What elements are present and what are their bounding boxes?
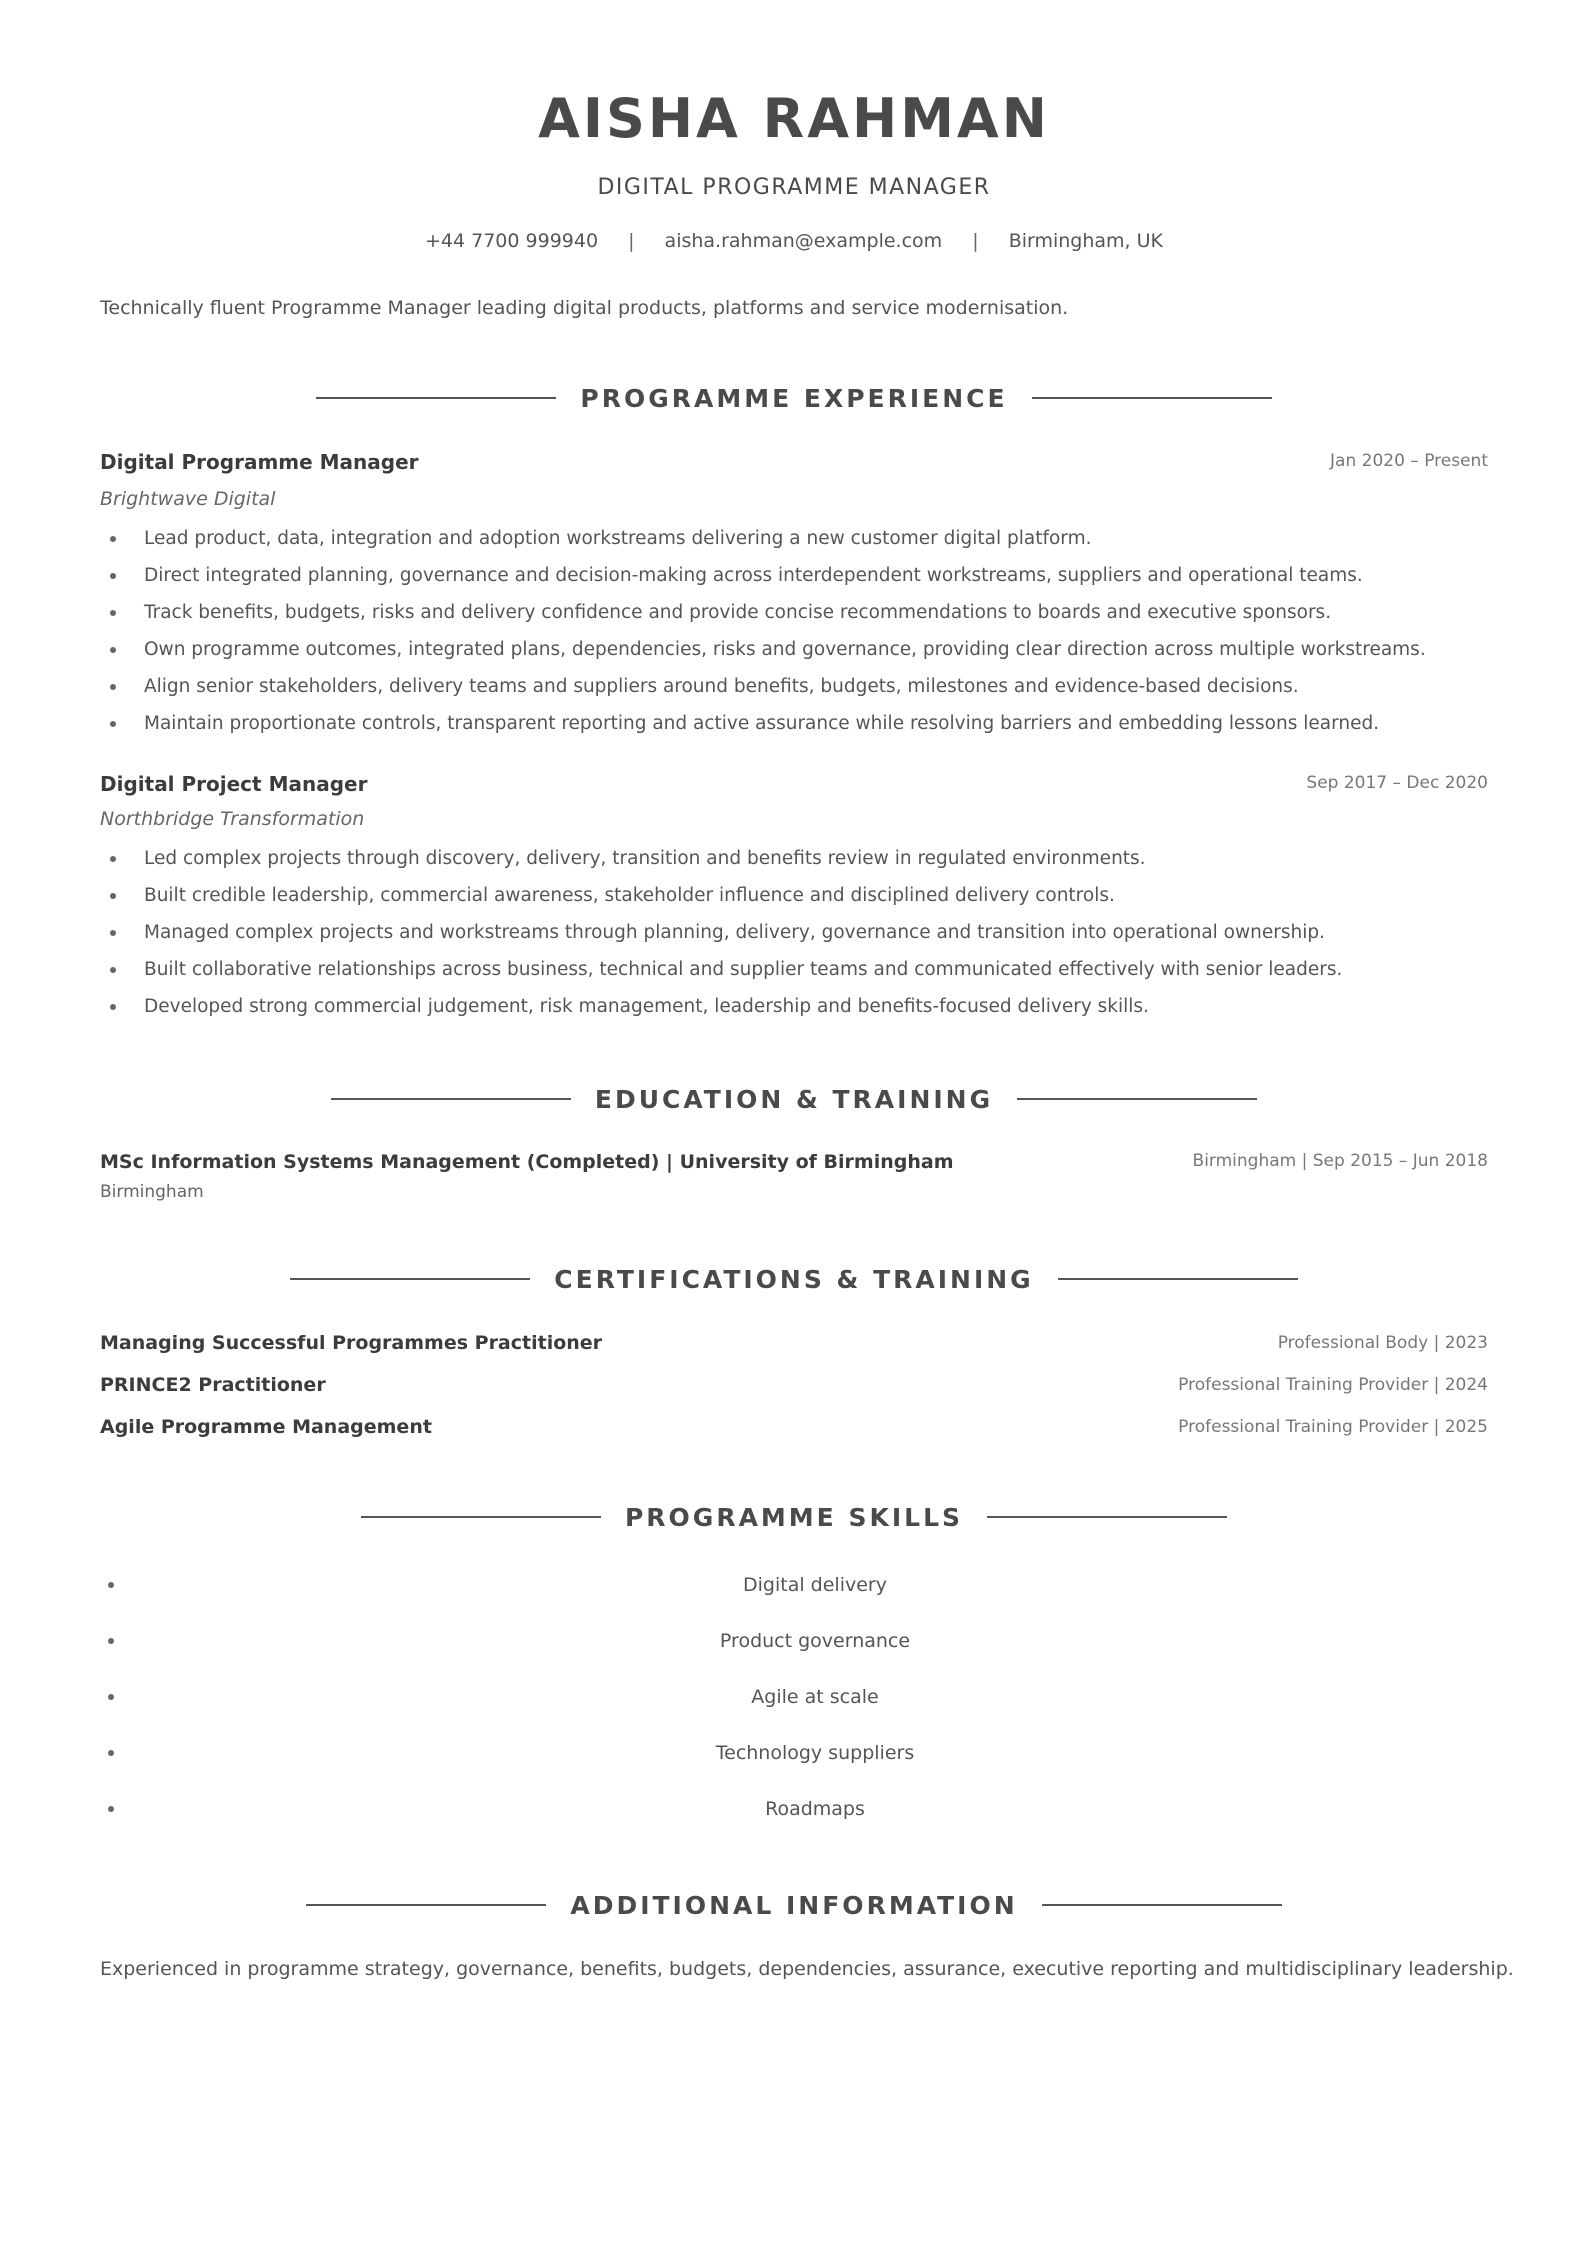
skill-item: Agile at scale [100, 1684, 1530, 1740]
job-bullet: Direct integrated planning, governance and decision-making across interdependent workstreams, suppliers and operational teams. [100, 563, 1500, 600]
job-bullet-list [100, 526, 1500, 748]
contact-separator: | [972, 230, 979, 252]
section-rule [290, 1278, 530, 1280]
job-bullet: Maintain proportionate controls, transparent reporting and active assurance while resolving barriers and embedding lessons learned. [100, 711, 1500, 748]
section-rule [1058, 1278, 1298, 1280]
job-bullet-list [100, 846, 1500, 1031]
section-title: PROGRAMME EXPERIENCE [580, 383, 1008, 413]
certification-name: PRINCE2 Practitioner [100, 1374, 326, 1396]
certification-row [100, 1414, 1488, 1440]
location: Birmingham, UK [1008, 230, 1164, 252]
section-title: EDUCATION & TRAINING [594, 1084, 994, 1114]
section-heading-skills [0, 1502, 1588, 1532]
contact-separator: | [628, 230, 635, 252]
education-meta: Birmingham | Sep 2015 – Jun 2018 [1192, 1151, 1488, 1171]
job-bullet: Managed complex projects and workstreams through planning, delivery, governance and transition into operational ownership. [100, 920, 1500, 957]
education-degree: MSc Information Systems Management (Completed) | University of Birmingham [100, 1151, 954, 1173]
section-title: PROGRAMME SKILLS [624, 1502, 964, 1532]
certification-meta: Professional Training Provider | 2025 [1178, 1417, 1488, 1437]
skill-item: Digital delivery [100, 1572, 1530, 1628]
section-rule [306, 1904, 546, 1906]
skills-list [100, 1572, 1530, 1852]
education-location: Birmingham [100, 1182, 204, 1202]
section-heading-certifications [0, 1264, 1588, 1294]
certification-name: Agile Programme Management [100, 1416, 432, 1438]
job-bullet: Built collaborative relationships across business, technical and supplier teams and communicated effectively with senior leaders. [100, 957, 1500, 994]
job-bullet: Align senior stakeholders, delivery teams and suppliers around benefits, budgets, milestones and evidence-based decisions. [100, 674, 1500, 711]
job-bullet: Developed strong commercial judgement, risk management, leadership and benefits-focused delivery skills. [100, 994, 1500, 1031]
certification-row [100, 1372, 1488, 1398]
certification-meta: Professional Body | 2023 [1277, 1333, 1488, 1353]
professional-summary: Technically fluent Programme Manager leading digital products, platforms and service modernisation. [100, 297, 1069, 319]
section-rule [316, 397, 556, 399]
certification-row [100, 1330, 1488, 1356]
certification-meta: Professional Training Provider | 2024 [1178, 1375, 1488, 1395]
job-bullet: Built credible leadership, commercial awareness, stakeholder influence and disciplined delivery controls. [100, 883, 1500, 920]
section-rule [1042, 1904, 1282, 1906]
job-title: Digital Project Manager [100, 772, 368, 796]
company-name: Northbridge Transformation [100, 808, 365, 830]
section-rule [361, 1516, 601, 1518]
job-bullet: Led complex projects through discovery, delivery, transition and benefits review in regulated environments. [100, 846, 1500, 883]
section-heading-additional [0, 1890, 1588, 1920]
section-rule [331, 1098, 571, 1100]
phone-number: +44 7700 999940 [424, 230, 599, 252]
section-rule [1032, 397, 1272, 399]
section-heading-experience [0, 383, 1588, 413]
candidate-name: AISHA RAHMAN [538, 87, 1050, 150]
skill-item: Technology suppliers [100, 1740, 1530, 1796]
section-rule [1017, 1098, 1257, 1100]
job-bullet: Track benefits, budgets, risks and delivery confidence and provide concise recommendations to boards and executive sponsors. [100, 600, 1500, 637]
skill-item: Roadmaps [100, 1796, 1530, 1852]
section-title: ADDITIONAL INFORMATION [570, 1890, 1018, 1920]
email-address: aisha.rahman@example.com [664, 230, 943, 252]
section-rule [987, 1516, 1227, 1518]
skill-item: Product governance [100, 1628, 1530, 1684]
job-title: Digital Programme Manager [100, 450, 419, 474]
job-dates: Jan 2020 – Present [1330, 451, 1488, 471]
contact-line [0, 228, 1588, 254]
candidate-role: DIGITAL PROGRAMME MANAGER [597, 175, 991, 200]
job-bullet: Own programme outcomes, integrated plans, dependencies, risks and governance, providing clear direction across multiple workstreams. [100, 637, 1500, 674]
section-title: CERTIFICATIONS & TRAINING [554, 1264, 1034, 1294]
company-name: Brightwave Digital [100, 488, 276, 510]
job-bullet: Lead product, data, integration and adoption workstreams delivering a new customer digital platform. [100, 526, 1500, 563]
job-dates: Sep 2017 – Dec 2020 [1306, 773, 1488, 793]
additional-information: Experienced in programme strategy, governance, benefits, budgets, dependencies, assurance, executive reporting and multidisciplinary leadership. [100, 1958, 1514, 1980]
section-heading-education [0, 1084, 1588, 1114]
certification-name: Managing Successful Programmes Practitioner [100, 1332, 603, 1354]
